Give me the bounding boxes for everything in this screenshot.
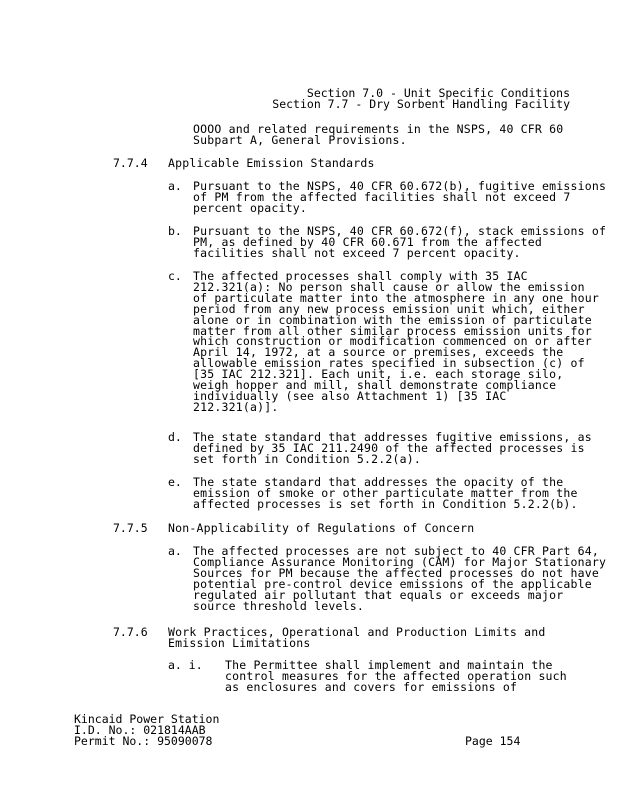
- item-text-774-b: Pursuant to the NSPS, 40 CFR 60.672(f), stack emissions of PM, as defined by 40 CFR 60.671 from the affected facilities shall not exceed 7 percent opacity.: [193, 224, 607, 260]
- section-title-774: Applicable Emission Standards: [168, 156, 375, 170]
- item-text-774-e: The state standard that addresses the opacity of the emission of smoke or other particulate matter from the affected processes is set forth in Condition 5.2.2(b).: [193, 475, 578, 511]
- section-title-775: Non-Applicability of Regulations of Concern: [168, 521, 475, 535]
- intro-paragraph: OOOO and related requirements in the NSPS, 40 CFR 60 Subpart A, General Provisions.: [193, 122, 564, 147]
- item-text-775-a: The affected processes are not subject to 40 CFR Part 64, Compliance Assurance Monitoring (CAM) for Major Stationary Sources for PM because the affected processes do not have potential pre-control device emissions of the applicable regulated air pollutant that equals or exceeds major source threshold levels.: [193, 544, 607, 613]
- item-label-774-e: e.: [168, 475, 182, 489]
- header-line-1: Section 7.0 - Unit Specific Conditions: [306, 86, 570, 100]
- item-label-774-c: c.: [168, 269, 182, 283]
- item-label-774-b: b.: [168, 224, 182, 238]
- header-line-2: Section 7.7 - Dry Sorbent Handling Facility: [272, 97, 570, 111]
- item-text-774-a: Pursuant to the NSPS, 40 CFR 60.672(b), fugitive emissions of PM from the affected facilities shall not exceed 7 percent opacity.: [193, 179, 607, 215]
- item-label-774-d: d.: [168, 430, 182, 444]
- item-text-774-d: The state standard that addresses fugitive emissions, as defined by 35 IAC 211.2490 of the affected processes is set forth in Condition 5.2.2(a).: [193, 430, 592, 466]
- item-label-775-a: a.: [168, 544, 182, 558]
- item-label-776-a-i: a. i.: [168, 658, 203, 672]
- footer-id-number: I.D. No.: 021814AAB: [74, 723, 206, 737]
- section-number-774: 7.7.4: [113, 156, 148, 170]
- footer-permit-number: Permit No.: 95090078: [74, 734, 213, 748]
- item-text-776-a-i: The Permittee shall implement and maintain the control measures for the affected operation such as enclosures and covers for emissions of: [225, 658, 567, 694]
- footer-page-number: Page 154: [465, 734, 521, 748]
- section-number-776: 7.7.6: [113, 625, 148, 639]
- item-text-774-c: The affected processes shall comply with 35 IAC 212.321(a): No person shall cause or allow the emission of particulate matter into the atmosphere in any one hour period from any new process emission unit which, either alone or in combination with the emission of particulate matter from all other similar process emission units for which construction or modification commenced on or after April 14, 1972, at a source or premises, exceeds the allowable emission rates specified in subsection (c) of [35 IAC 212.321]. Each unit, i.e. each storage silo, weigh hopper and mill, shall demonstrate compliance individually (see also Attachment 1) [35 IAC 212.321(a)].: [193, 269, 600, 414]
- section-title-776: Work Practices, Operational and Production Limits and Emission Limitations: [168, 625, 546, 650]
- footer-station: Kincaid Power Station: [74, 712, 220, 726]
- section-number-775: 7.7.5: [113, 521, 148, 535]
- item-label-774-a: a.: [168, 179, 182, 193]
